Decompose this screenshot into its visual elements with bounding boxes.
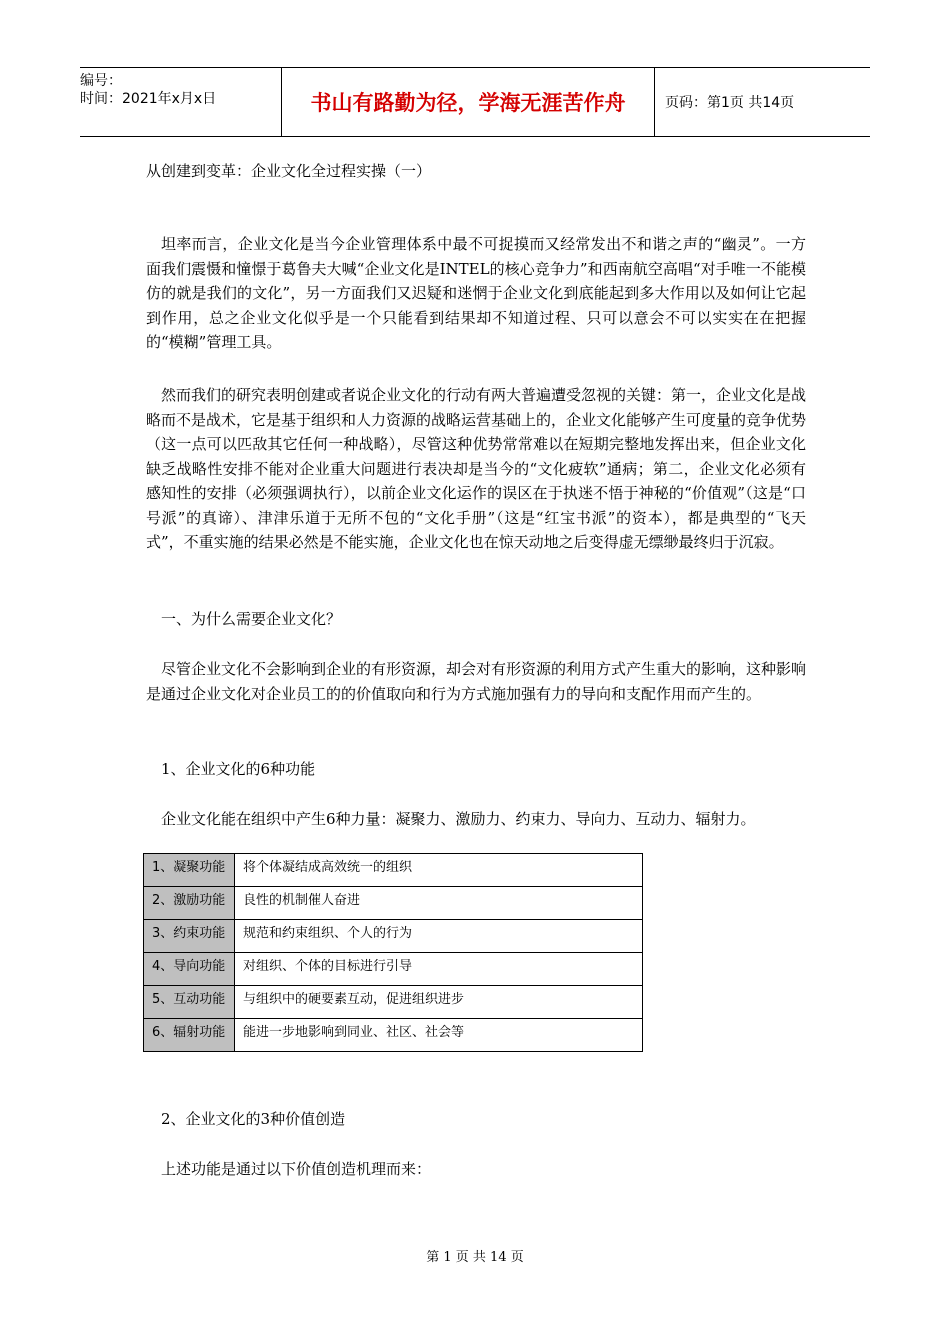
table-row [144,953,643,986]
page-header [80,67,870,137]
table-row [144,887,643,920]
paragraph-intro: 坦率而言，企业文化是当今企业管理体系中最不可捉摸而又经常发出不和谐之声的“幽灵”。一方面我们震慑和憧憬于葛鲁夫大喊“企业文化是INTEL的核心竞争力”和西南航空高唱“对手唯一不能模仿的就是我们的文化”，另一方面我们又迟疑和迷惘于企业文化到底能起到多大作用以及如何让它起到作用，总之企业文化似乎是一个只能看到结果却不知道过程、只可以意会不可以实实在在把握的“模糊”管理工具。 [146,235,806,351]
function-description: 对组织、个体的目标进行引导 [235,953,643,986]
number-label: 编号： [80,73,122,89]
paragraph-mechanism: 上述功能是通过以下价值创造机理而来： [161,1160,432,1178]
function-description: 将个体凝结成高效统一的组织 [235,854,643,887]
function-description: 良性的机制催人奋进 [235,887,643,920]
header-meta [80,68,282,136]
paragraph-influence: 尽管企业文化不会影响到企业的有形资源，却会对有形资源的利用方式产生重大的影响，这种影响是通过企业文化对企业员工的的价值取向和行为方式施加强有力的导向和支配作用而产生的。 [146,660,807,703]
function-label: 2、激励功能 [144,887,235,920]
heading-three-values: 2、企业文化的3种价值创造 [161,1110,346,1128]
function-label: 4、导向功能 [144,953,235,986]
function-description: 与组织中的硬要素互动，促进组织进步 [235,986,643,1019]
functions-table [143,853,643,1052]
function-description: 规范和约束组织、个人的行为 [235,920,643,953]
paragraph-six-forces: 企业文化能在组织中产生6种力量：凝聚力、激励力、约束力、导向力、互动力、辐射力。 [161,810,756,828]
paragraph-keys: 然而我们的研究表明创建或者说企业文化的行动有两大普遍遭受忽视的关键：第一，企业文化是战略而不是战术，它是基于组织和人力资源的战略运营基础上的，企业文化能够产生可度量的竞争优势（这一点可以匹敌其它任何一种战略），尽管这种优势常常难以在短期完整地发挥出来，但企业文化缺乏战略性安排不能对企业重大问题进行表决却是当今的“文化疲软”通病；第二，企业文化必须有感知性的安排（必须强调执行），以前企业文化运作的误区在于执迷不悟于神秘的“价值观”（这是“口号派”的真谛）、津津乐道于无所不包的“文化手册”（这是“红宝书派”的资本），都是典型的“飞天式”，不重实施的结果必然是不能实施，企业文化也在惊天动地之后变得虚无缥缈最终归于沉寂。 [146,386,807,551]
header-page-info: 页码：第1页 共14页 [665,95,795,111]
table-row [144,986,643,1019]
time-label: 时间：2021年x月x日 [80,91,217,107]
header-motto: 书山有路勤为径，学海无涯苦作舟 [282,68,655,136]
table-row [144,854,643,887]
function-label: 5、互动功能 [144,986,235,1019]
function-label: 3、约束功能 [144,920,235,953]
document-title: 从创建到变革：企业文化全过程实操（一） [146,162,432,180]
table-row [144,920,643,953]
function-description: 能进一步地影响到同业、社区、社会等 [235,1019,643,1052]
function-label: 1、凝聚功能 [144,854,235,887]
function-label: 6、辐射功能 [144,1019,235,1052]
heading-six-functions: 1、企业文化的6种功能 [161,760,316,778]
page-footer: 第 1 页 共 14 页 [426,1250,524,1265]
heading-why: 一、为什么需要企业文化？ [161,610,342,628]
table-row [144,1019,643,1052]
